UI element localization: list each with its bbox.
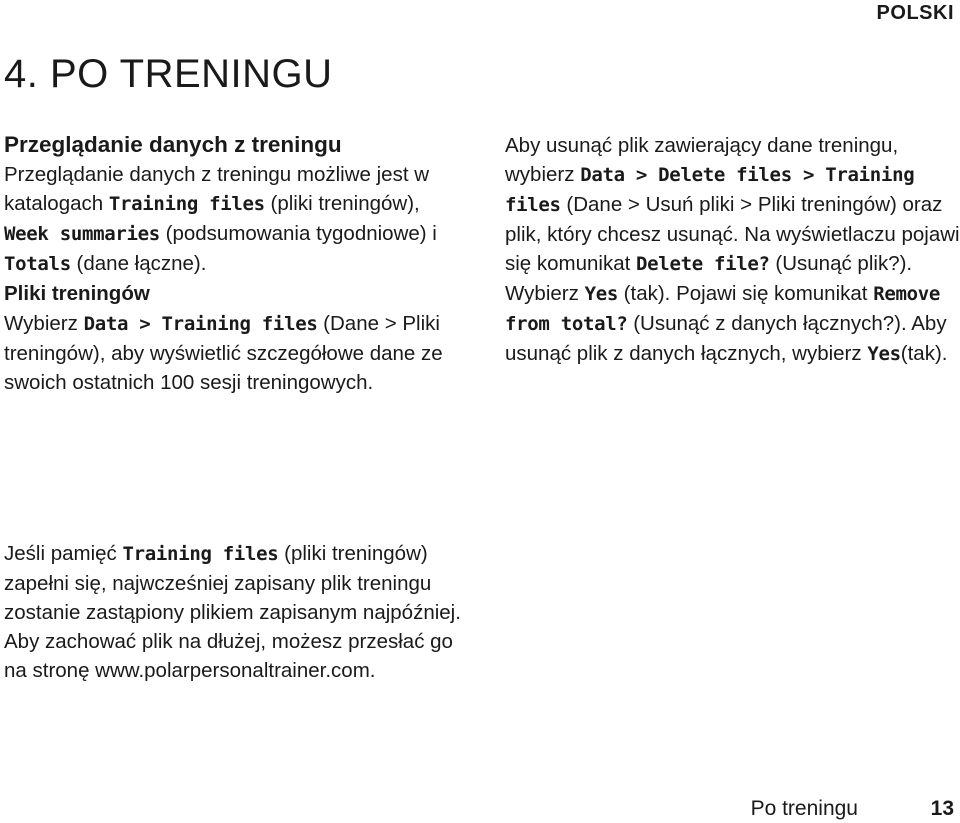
- display-text: Week summaries: [4, 223, 160, 245]
- text-run: (tak).: [900, 342, 948, 365]
- display-text: Training files: [108, 193, 265, 215]
- display-text: Training files: [122, 543, 279, 565]
- subsection-heading: Pliki treningów: [4, 282, 150, 305]
- language-label: POLSKI: [876, 2, 954, 24]
- text-run: (pliki treningów),: [264, 192, 420, 215]
- training-files-paragraph: [4, 309, 454, 397]
- display-text: Data > Training files: [83, 313, 318, 335]
- text-run: (pliki treningów) zapełni się, najwcześniej zapisany plik treningu zostanie zastąpiony plikiem zapisanym najpóźniej. Aby zachować plik na dłużej, możesz przesłać go na stronę www.polarpersonaltrainer.com.: [4, 542, 461, 682]
- text-run: (Dane > Pliki treningów), aby wyświetlić szczegółowe dane ze swoich ostatnich 100 sesji treningowych.: [4, 312, 443, 394]
- text-run: Aby usunąć plik zawierający dane treningu, wybierz: [505, 134, 899, 186]
- display-text: Yes: [867, 343, 901, 365]
- right-column: [505, 131, 960, 369]
- display-text: Data > Delete files > Training files: [505, 164, 915, 216]
- memory-paragraph: [4, 539, 464, 685]
- display-text: Yes: [584, 283, 618, 305]
- text-run: (Usunąć z danych łącznych?). Aby usunąć plik z danych łącznych, wybierz: [505, 312, 947, 365]
- section-heading: Przeglądanie danych z treningu: [4, 132, 342, 157]
- footer-section-label: Po treningu: [750, 797, 858, 820]
- text-run: Przeglądanie danych z treningu możliwe jest w katalogach: [4, 163, 430, 215]
- display-text: Delete file?: [636, 253, 770, 275]
- text-run: (tak). Pojawi się komunikat: [617, 282, 874, 305]
- text-run: (Usunąć plik?). Wybierz: [505, 252, 913, 305]
- text-run: (dane łączne).: [70, 252, 207, 275]
- text-run: Jeśli pamięć: [4, 542, 123, 565]
- page-title: 4. PO TRENINGU: [4, 52, 333, 96]
- display-text: Totals: [4, 253, 71, 275]
- page-number: 13: [930, 797, 954, 820]
- text-run: (Dane > Usuń pliki > Pliki treningów) oraz plik, który chcesz usunąć. Na wyświetlaczu pojawi się komunikat: [505, 193, 960, 275]
- delete-file-paragraph: [505, 131, 960, 369]
- left-column: [4, 130, 454, 397]
- display-text: Remove from total?: [505, 283, 941, 335]
- intro-paragraph: [4, 160, 454, 279]
- text-run: Wybierz: [4, 312, 84, 335]
- text-run: (podsumowania tygodniowe) i: [159, 222, 437, 245]
- memory-paragraph-block: [4, 539, 464, 685]
